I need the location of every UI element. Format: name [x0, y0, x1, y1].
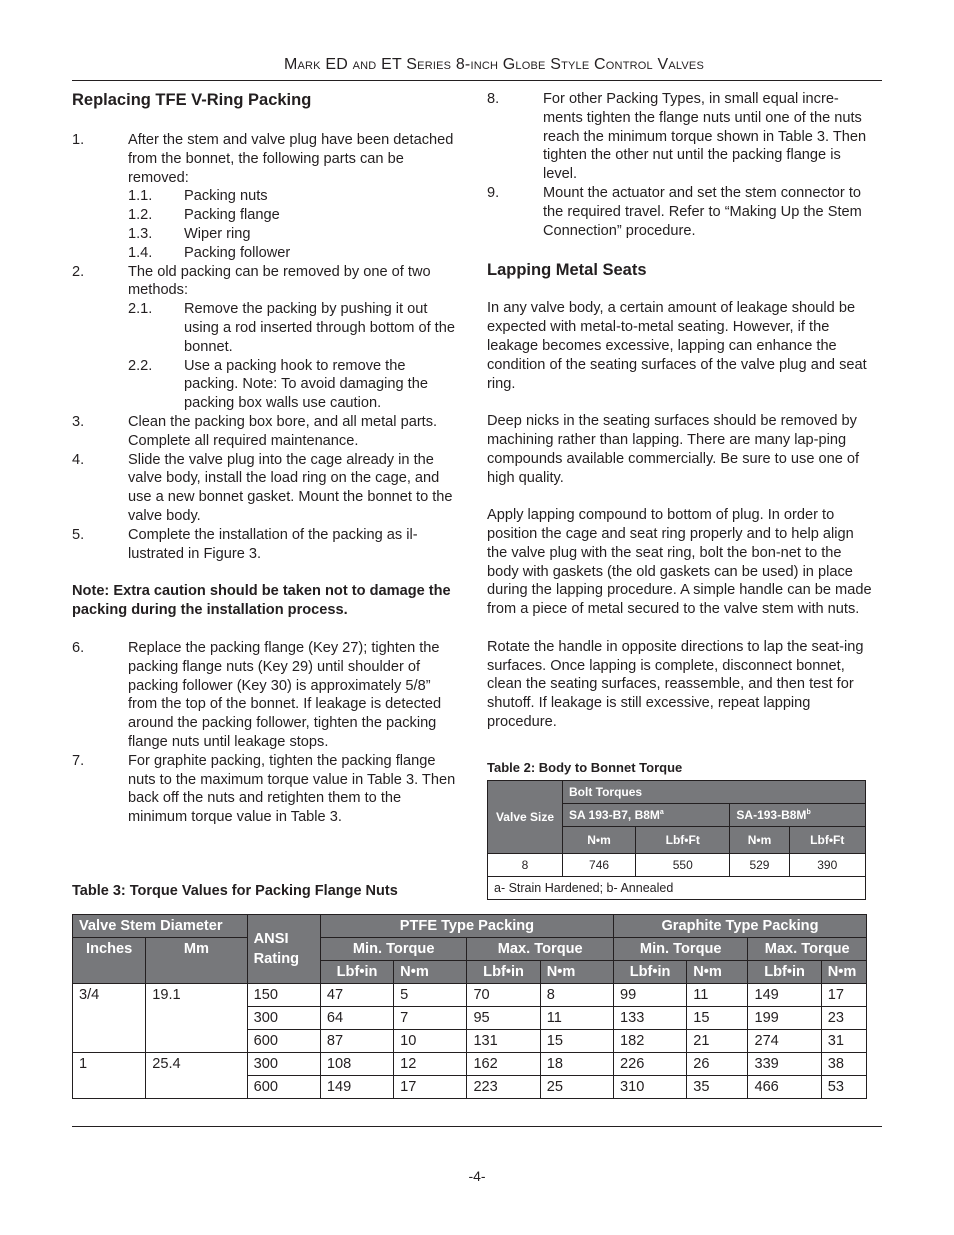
- step-number: 1.: [72, 132, 85, 148]
- table-cell: 47: [320, 984, 393, 1007]
- unit-header: N•m: [821, 961, 866, 984]
- table-cell: 600: [247, 1076, 320, 1099]
- step-3: [72, 413, 457, 451]
- unit-header: N•m: [540, 961, 613, 984]
- section-heading-lapping: Lapping Metal Seats: [487, 261, 647, 280]
- table-cell: 182: [613, 1030, 686, 1053]
- table3-body: [73, 984, 867, 1099]
- step-text: The old packing can be removed by one of two methods:: [128, 263, 431, 299]
- step-number: 9.: [487, 184, 500, 201]
- unit-header: Lbf•Ft: [789, 827, 865, 854]
- table-cell: 99: [613, 984, 686, 1007]
- table-cell: 390: [789, 854, 865, 877]
- group1-label: SA 193-B7, B8M: [569, 808, 660, 822]
- substep-text: Wiper ring: [184, 225, 251, 242]
- bolt-torques-header: Bolt Torques: [563, 781, 866, 804]
- table-cell: 600: [247, 1030, 320, 1053]
- substep: [128, 357, 457, 413]
- table-cell: 17: [394, 1076, 467, 1099]
- stem-inches-cell: 3/4: [73, 984, 146, 1053]
- table-row: [488, 854, 866, 877]
- substeps: [128, 300, 457, 413]
- table-cell: 53: [821, 1076, 866, 1099]
- paragraph: Apply lapping compound to bottom of plug. In order to position the cage and seat ring properly and to help align the valve plug with the seat ring, bolt the bon-net to the body with gaskets (the old gaskets can be used) in place during the lapping procedure. A simple handle can be made from a piece of metal secured to the valve stem with nuts.: [487, 507, 872, 618]
- group2-footnote-mark: b: [806, 809, 811, 816]
- group2-header: [730, 804, 866, 827]
- document-title: Mark ED and ET Series 8-inch Globe Style Control Valves: [283, 56, 704, 73]
- stem-mm-cell: 25.4: [146, 1053, 247, 1099]
- table-cell: 26: [687, 1053, 748, 1076]
- procedure-steps-1-5: [72, 131, 457, 563]
- step-number: 7.: [72, 752, 85, 769]
- step-8: [487, 90, 875, 184]
- table-cell: 15: [540, 1030, 613, 1053]
- paragraph: Deep nicks in the seating surfaces should be removed by machining rather than lapping. There are many lap-ping compounds available commercially. Be sure to use one of high quality.: [487, 413, 860, 486]
- valve-size-header: Valve Size: [488, 781, 563, 854]
- table-cell: 550: [636, 854, 730, 877]
- step-6: [72, 639, 457, 752]
- step-4: [72, 451, 457, 526]
- table-cell: 70: [467, 984, 540, 1007]
- substep-number: 1.1.: [128, 188, 153, 205]
- table-cell: 226: [613, 1053, 686, 1076]
- table-cell: 11: [540, 1007, 613, 1030]
- step-text: Slide the valve plug into the cage already in the valve body, install the load ring on the cage, and use a new bonnet gasket. Mount the bonnet to the valve body.: [128, 451, 453, 524]
- table-cell: 12: [394, 1053, 467, 1076]
- table-cell: 25: [540, 1076, 613, 1099]
- table-cell: 10: [394, 1030, 467, 1053]
- group2-label: SA-193-B8M: [736, 808, 807, 822]
- table-cell: 95: [467, 1007, 540, 1030]
- substep-number: 1.3.: [128, 225, 153, 242]
- table-cell: 8: [488, 854, 563, 877]
- table-cell: 529: [730, 854, 789, 877]
- substep-number: 2.2.: [128, 357, 153, 374]
- table-cell: 64: [320, 1007, 393, 1030]
- table-cell: 15: [687, 1007, 748, 1030]
- table-cell: 149: [320, 1076, 393, 1099]
- step-text: For other Packing Types, in small equal incre-ments tighten the flange nuts until one of the nuts reach the minimum torque shown in Table 3. Then tighten the other nut until the packing flange is level.: [543, 91, 867, 183]
- table-cell: 339: [748, 1053, 821, 1076]
- ptfe-min-torque-header: Min. Torque: [320, 938, 467, 961]
- table-row: [73, 984, 867, 1007]
- substep: [128, 206, 457, 225]
- unit-header: N•m: [687, 961, 748, 984]
- substep: [128, 187, 457, 206]
- unit-header: N•m: [394, 961, 467, 984]
- ansi-rating-header: ANSI Rating: [247, 915, 320, 984]
- step-number: 8.: [487, 91, 500, 107]
- unit-header: Lbf•in: [613, 961, 686, 984]
- table3-caption: Table 3: Torque Values for Packing Flange Nuts: [72, 883, 398, 899]
- stem-mm-cell: 19.1: [146, 984, 247, 1053]
- step-text: For graphite packing, tighten the packing flange nuts to the maximum torque value in Table 3. Then back off the nuts and retighten them to the minimum torque value in Table 3.: [128, 752, 456, 826]
- table-cell: 150: [247, 984, 320, 1007]
- procedure-steps-6-7: [72, 639, 457, 827]
- ptfe-max-torque-header: Max. Torque: [467, 938, 614, 961]
- graphite-max-torque-header: Max. Torque: [748, 938, 867, 961]
- left-column: [72, 90, 457, 827]
- table-cell: 5: [394, 984, 467, 1007]
- substep: [128, 244, 457, 263]
- step-9: [487, 184, 875, 240]
- step-text: Complete the installation of the packing as il-lustrated in Figure 3.: [128, 526, 418, 562]
- step-number: 3.: [72, 413, 85, 430]
- table-cell: 300: [247, 1053, 320, 1076]
- substep-text: Packing flange: [184, 207, 280, 224]
- unit-header: Lbf•in: [467, 961, 540, 984]
- step-7: [72, 752, 457, 827]
- table-cell: 87: [320, 1030, 393, 1053]
- substep-number: 2.1.: [128, 301, 153, 318]
- graphite-header: Graphite Type Packing: [613, 915, 866, 938]
- packing-flange-torque-table: [72, 914, 867, 1099]
- substep-text: Use a packing hook to remove the packing. Note: To avoid damaging the packing box walls use caution.: [184, 357, 428, 412]
- step-text: Mount the actuator and set the stem connector to the required travel. Refer to “Making Up the Stem Connection” procedure.: [543, 184, 862, 239]
- paragraph: Rotate the handle in opposite directions to lap the seat-ing surfaces. Once lapping is complete, disconnect bonnet, clean the seating surfaces, reassemble, and then test for shutoff. If leakage is still excessive, repeat lapping procedure.: [487, 638, 864, 730]
- table-cell: 18: [540, 1053, 613, 1076]
- table-cell: 746: [563, 854, 636, 877]
- section-heading-replacing-packing: Replacing TFE V-Ring Packing: [72, 91, 312, 109]
- graphite-min-torque-header: Min. Torque: [613, 938, 747, 961]
- step-number: 2.: [72, 263, 85, 280]
- table-cell: 38: [821, 1053, 866, 1076]
- footer-divider: [72, 1126, 882, 1127]
- table-row: [73, 1053, 867, 1076]
- body-to-bonnet-torque-table: [487, 780, 866, 900]
- table-cell: 23: [821, 1007, 866, 1030]
- table-cell: 35: [687, 1076, 748, 1099]
- table-cell: 133: [613, 1007, 686, 1030]
- group1-footnote-mark: a: [659, 809, 664, 816]
- step-number: 4.: [72, 451, 85, 468]
- table-cell: 131: [467, 1030, 540, 1053]
- table-cell: 21: [687, 1030, 748, 1053]
- table-cell: 199: [748, 1007, 821, 1030]
- page-number: -4-: [468, 1168, 486, 1184]
- stem-inches-cell: 1: [73, 1053, 146, 1099]
- right-column: [487, 90, 875, 732]
- table-cell: 300: [247, 1007, 320, 1030]
- inches-header: Inches: [73, 938, 146, 984]
- table-cell: 466: [748, 1076, 821, 1099]
- table-cell: 31: [821, 1030, 866, 1053]
- table-cell: 7: [394, 1007, 467, 1030]
- substeps: [128, 187, 457, 262]
- table-cell: 223: [467, 1076, 540, 1099]
- table-cell: 11: [687, 984, 748, 1007]
- step-text: After the stem and valve plug have been detached from the bonnet, the following parts can be removed:: [128, 132, 454, 186]
- substep: [128, 300, 457, 356]
- substep-number: 1.2.: [128, 207, 153, 224]
- step-text: Replace the packing flange (Key 27); tighten the packing flange nuts (Key 29) until shoulder of packing follower (Key 30) is approximately 5/8” from the top of the bonnet. If leakage is detected around the packing follower, tighten the packing flange nuts until leakage stops.: [128, 639, 442, 750]
- unit-header: Lbf•Ft: [636, 827, 730, 854]
- table-footnote: a- Strain Hardened; b- Annealed: [488, 877, 866, 900]
- paragraph: In any valve body, a certain amount of leakage should be expected with metal-to-metal seating. However, if the leakage becomes excessive, lapping can enhance the condition of the seating surfaces of the valve plug and seat ring.: [487, 300, 867, 392]
- step-5: [72, 526, 457, 564]
- unit-header: Lbf•in: [320, 961, 393, 984]
- substep-text: Packing nuts: [184, 188, 268, 205]
- page-header: [72, 54, 882, 81]
- table-cell: 162: [467, 1053, 540, 1076]
- table2-caption: Table 2: Body to Bonnet Torque: [487, 760, 683, 775]
- table-cell: 274: [748, 1030, 821, 1053]
- step-2: [72, 263, 457, 413]
- step-number: 5.: [72, 526, 85, 543]
- step-1: [72, 131, 457, 263]
- table-cell: 17: [821, 984, 866, 1007]
- substep-number: 1.4.: [128, 244, 153, 261]
- unit-header: N•m: [563, 827, 636, 854]
- step-number: 6.: [72, 639, 85, 656]
- unit-header: Lbf•in: [748, 961, 821, 984]
- caution-note: Note: Extra caution should be taken not to damage the packing during the installation process.: [72, 583, 451, 619]
- group1-header: [563, 804, 730, 827]
- mm-header: Mm: [146, 938, 247, 984]
- table-cell: 310: [613, 1076, 686, 1099]
- substep-text: Remove the packing by pushing it out using a rod inserted through bottom of the bonnet.: [184, 301, 455, 355]
- substep-text: Packing follower: [184, 244, 291, 261]
- ptfe-header: PTFE Type Packing: [320, 915, 613, 938]
- table-cell: 149: [748, 984, 821, 1007]
- table-cell: 108: [320, 1053, 393, 1076]
- stem-diameter-header: Valve Stem Diameter: [73, 915, 248, 938]
- step-text: Clean the packing box bore, and all metal parts. Complete all required maintenance.: [128, 413, 438, 449]
- procedure-steps-8-9: [487, 90, 875, 240]
- substep: [128, 225, 457, 244]
- table-cell: 8: [540, 984, 613, 1007]
- unit-header: N•m: [730, 827, 789, 854]
